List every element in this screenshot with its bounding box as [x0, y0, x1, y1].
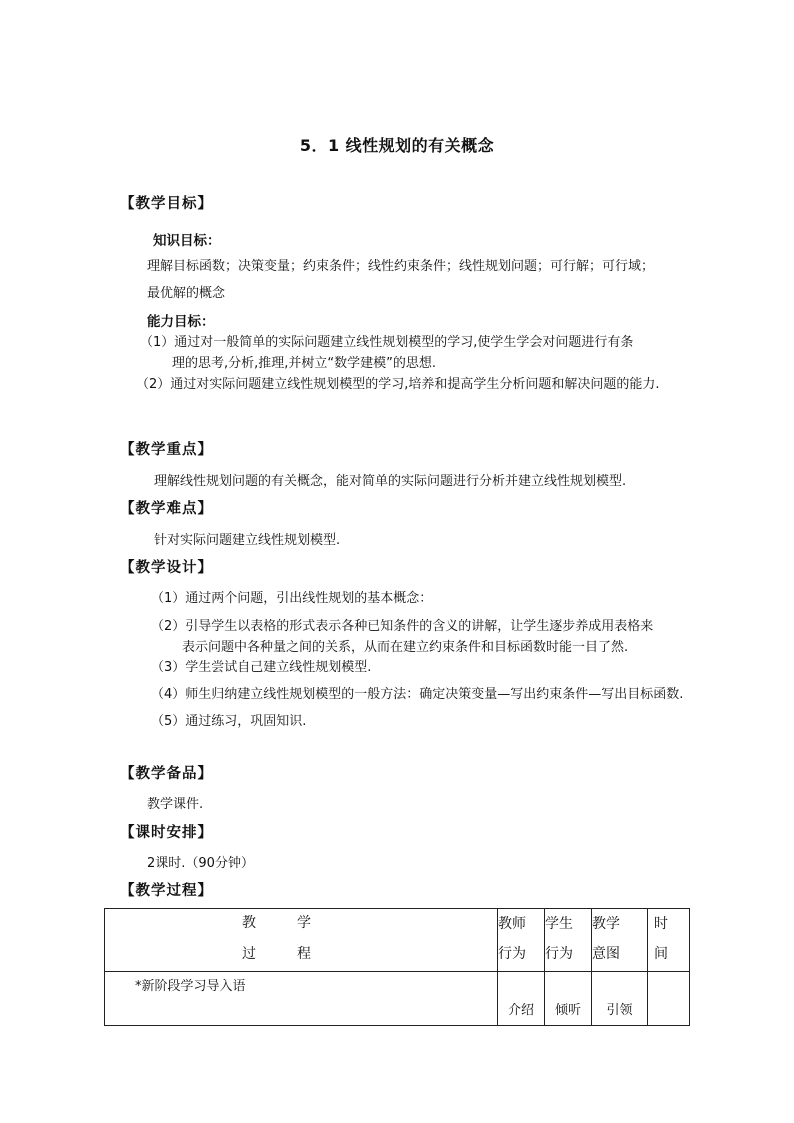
header-text: 意图: [592, 946, 620, 962]
header-char: 教: [242, 915, 256, 931]
header-text: 行为: [545, 946, 573, 962]
header-text: 行为: [498, 946, 526, 962]
design-heading: 【教学设计】: [120, 560, 213, 576]
process-heading: 【教学过程】: [120, 883, 213, 899]
student-header-cell: [545, 909, 592, 972]
design-item: （5）通过练习，巩固知识.: [151, 714, 307, 729]
design-item: （2）引导学生以表格的形式表示各种已知条件的含义的讲解，让学生逐步养成用表格来: [151, 619, 654, 634]
design-item: （1）通过两个问题，引出线性规划的基本概念：: [151, 591, 433, 606]
difficulties-heading: 【教学难点】: [120, 501, 213, 517]
table-row: [105, 972, 690, 1026]
process-header-cell: [105, 909, 498, 972]
student-action: 倾听: [554, 1003, 581, 1018]
keypoints-text: 理解线性规划问题的有关概念，能对简单的实际问题进行分析并建立线性规划模型.: [154, 474, 627, 489]
ability-item-2: （2）通过对实际问题建立线性规划模型的学习,培养和提高学生分析问题和解决问题的能力.: [136, 377, 660, 392]
ability-item-1b: 理的思考,分析,推理,并树立“数学建模”的思想.: [172, 356, 436, 371]
header-text: 教学: [592, 916, 620, 932]
objectives-heading: 【教学目标】: [120, 196, 213, 212]
design-item: （3）学生尝试自己建立线性规划模型.: [151, 660, 372, 675]
header-char: 程: [297, 946, 311, 962]
design-item: （4）师生归纳建立线性规划模型的一般方法：确定决策变量—写出约束条件—写出目标函数.: [151, 687, 684, 702]
header-text: 时: [654, 916, 668, 932]
process-content-cell: [105, 972, 498, 1026]
process-table: [104, 908, 690, 1026]
schedule-text: 2课时.（90分钟）: [147, 856, 254, 871]
materials-text: 教学课件.: [147, 797, 204, 812]
time-header-cell: [648, 909, 690, 972]
materials-heading: 【教学备品】: [120, 766, 213, 782]
header-char: 过: [242, 946, 256, 962]
teaching-intent: 引领: [606, 1003, 633, 1018]
teacher-header-cell: [498, 909, 545, 972]
knowledge-line-2: 最优解的概念: [147, 286, 226, 301]
keypoints-heading: 【教学重点】: [120, 442, 213, 458]
header-text: 间: [654, 946, 668, 962]
intent-cell: [592, 972, 648, 1026]
ability-item-1a: （1）通过对一般简单的实际问题建立线性规划模型的学习,使学生学会对问题进行有条: [140, 335, 634, 350]
schedule-heading: 【课时安排】: [120, 825, 213, 841]
time-cell: [648, 972, 690, 1026]
table-header-row: [105, 909, 690, 972]
header-text: 学生: [545, 916, 573, 932]
teacher-cell: [498, 972, 545, 1026]
teacher-action: 介绍: [507, 1003, 534, 1018]
knowledge-line-1: 理解目标函数；决策变量；约束条件；线性约束条件；线性规划问题；可行解；可行域；: [147, 259, 655, 274]
difficulties-text: 针对实际问题建立线性规划模型.: [154, 533, 341, 548]
ability-label: 能力目标：: [147, 314, 215, 330]
intent-header-cell: [592, 909, 648, 972]
knowledge-label: 知识目标：: [153, 233, 221, 249]
process-intro-text: *新阶段学习导入语: [135, 979, 246, 994]
student-cell: [545, 972, 592, 1026]
header-char: 学: [297, 915, 311, 931]
design-item: 表示问题中各种量之间的关系，从而在建立约束条件和目标函数时能一目了然.: [182, 640, 629, 655]
page-title: 5．1 线性规划的有关概念: [299, 136, 495, 155]
header-text: 教师: [498, 916, 526, 932]
